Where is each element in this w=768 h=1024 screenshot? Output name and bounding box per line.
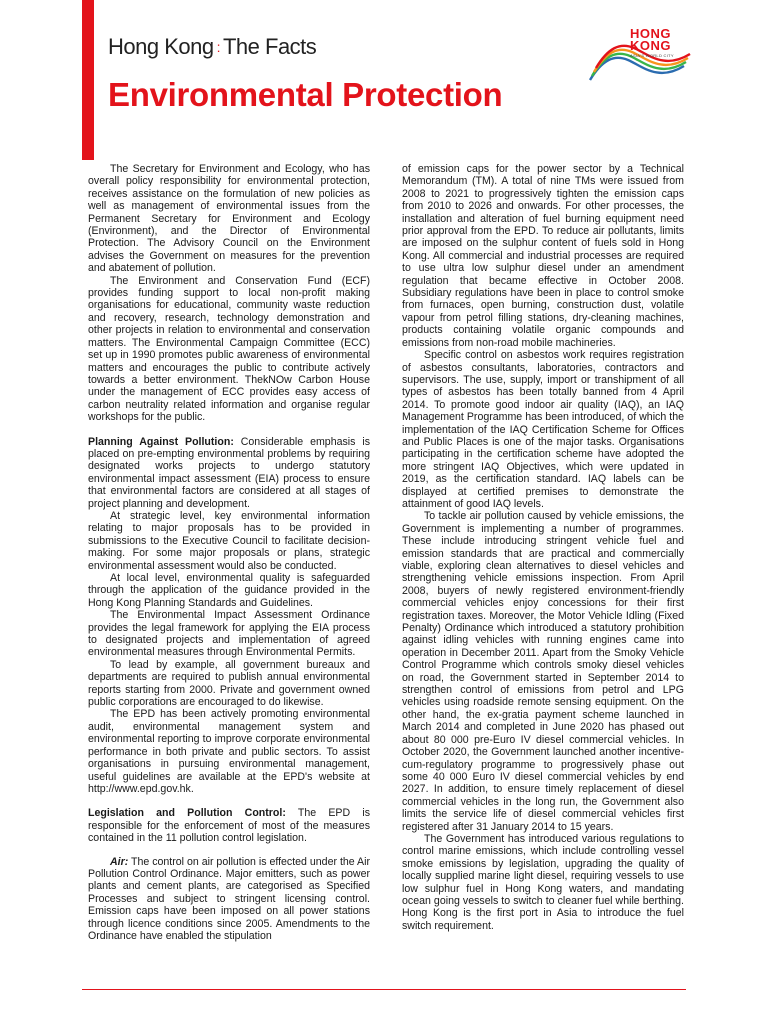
paragraph-vehicle-emissions: To tackle air pollution caused by vehicle emissions, the Government is implementing a number of programmes. These include introducing stringent vehicle fuel and emission standards that are practical and commercially viable, exploring clean alternatives to diesel vehicles and strengthening vehicle emissions inspection. From April 2008, buyers of newly registered environment-friendly commercial vehicles enjoy concessions for their first registration taxes. Moreover, the Motor Vehicle Idling (Fixed Penalty) Ordinance which introduced a statutory prohibition against idling vehicles with running engines came into operation in December 2011. Apart from the Smoky Vehicle Control Programme which controls smoky diesel vehicles on road, the Government started in September 2014 to strengthen control of emissions from petrol and LPG vehicles using roadside remote sensing equipment. On the other hand, the ex-gratia payment scheme launched in March 2014 and completed in June 2020 has phased out about 80 000 pre-Euro IV diesel commercial vehicles. In October 2020, the Government launched another incentive-cum-regulatory programme to progressively phase out some 40 000 Euro IV diesel commercial vehicles by end 2027. In addition, to ensure timely replacement of diesel commercial vehicles in the long run, the Government also limits the service life of diesel commercial vehicles first registered after 31 January 2014 to 15 years. — [402, 510, 684, 833]
logo-tagline: ASIA'S WORLD CITY — [630, 53, 674, 58]
page-title: Environmental Protection — [108, 76, 503, 113]
heading-legislation-pollution-control: Legislation and Pollution Control: — [88, 807, 286, 820]
paragraph-epd-promotion: The EPD has been actively promoting environmental audit, environmental management system and environmental reporting to improve corporate environmental performance in both private and public sectors. To assist organisations in pursuing environmental management, useful guidelines are available at the EPD's website at http://www.epd.gov.hk. — [88, 708, 370, 795]
series-separator: : — [216, 39, 220, 55]
heading-air: Air: — [110, 855, 129, 868]
brand-hong-kong-logo — [588, 20, 698, 90]
logo-text-hong: HONG — [630, 26, 671, 41]
paragraph-legislation-text: The EPD is responsible for the enforcement of most of the measures contained in the 11 pollution control legislation. — [88, 807, 370, 845]
paragraph-lead-by-example: To lead by example, all government bureaux and departments are required to publish annual environmental reports starting from 2000. Private and government owned public corporations are encouraged to do likewise. — [88, 658, 370, 709]
paragraph-air — [88, 856, 370, 943]
paragraph-secretary: The Secretary for Environment and Ecology, who has overall policy responsibility for environmental protection, receives assistance on the formulation of new policies as well as management of environmental issues from the Permanent Secretary for Environment and Ecology (Environment), and the Director of Environmental Protection. The Advisory Council on the Environment advises the Government on measures for the prevention and abatement of pollution. — [88, 163, 370, 275]
paragraph-marine-emissions: The Government has introduced various regulations to control marine emissions, which include controlling vessel smoke emissions by legislation, upgrading the quality of locally supplied marine light diesel, requiring vessels to use low sulphur fuel in Hong Kong waters, and mandating ocean going vessels to switch to cleaner fuel while berthing. Hong Kong is the first port in Asia to introduce the fuel switch requirement. — [402, 832, 684, 932]
right-column — [402, 163, 684, 932]
series-title — [108, 34, 316, 60]
paragraph-planning — [88, 436, 370, 510]
footer-divider — [82, 989, 686, 990]
paragraph-emission-caps: of emission caps for the power sector by a Technical Memorandum (TM). A total of nine TMs were issued from 2008 to 2021 to progressively tighten the emission caps from 2010 to 2026 and onwards. For other processes, the installation and alteration of fuel burning equipment need prior approval from the EPD. To reduce air pollutants, limits are imposed on the sulphur content of fuels sold in Hong Kong. All commercial and industrial processes are required to use ultra low sulphur diesel under an amendment regulation that became effective in October 2008. Subsidiary regulations have been in place to control smoke from furnaces, open burning, construction dust, volatile vapour from petrol filling stations, dry-cleaning machines, products containing volatile organic compounds and emissions from non-road mobile machineries. — [402, 163, 684, 349]
paragraph-asbestos-iaq: Specific control on asbestos work requires registration of asbestos consultants, laboratories, contractors and supervisors. The use, supply, import or transhipment of all types of asbestos has been totally banned from 4 April 2014. To promote good indoor air quality (IAQ), an IAQ Management Programme has been introduced, of which the implementation of the IAQ Certification Scheme for Offices and Public Places is one of the major tasks. Organisations participating in the certification scheme have adopted the more stringent IAQ Objectives, which were updated in 2019, as the certification standard. IAQ labels can be displayed at certified premises to demonstrate the attainment of good IAQ levels. — [402, 349, 684, 510]
paragraph-planning-text: Considerable emphasis is placed on pre-empting environmental problems by requiring designated works projects to undergo statutory environmental impact assessment (EIA) process to ensure that environmental factors are considered at all stages of project planning and development. — [88, 435, 370, 510]
left-column — [88, 163, 370, 942]
series-name-hong-kong: Hong Kong — [108, 34, 214, 59]
logo-text-kong: KONG — [630, 38, 671, 53]
paragraph-legislation — [88, 807, 370, 844]
paragraph-air-text: The control on air pollution is effected under the Air Pollution Control Ordinance. Major emitters, such as power plants and cement plants, are categorised as Specified Processes and subject to stringent licensing control. Emission caps have been imposed on all power stations through licence conditions since 2005. Amendments to the Ordinance have enabled the stipulation — [88, 855, 370, 942]
series-name-the-facts: The Facts — [222, 34, 317, 59]
heading-planning-against-pollution: Planning Against Pollution: — [88, 435, 234, 448]
red-side-bar — [82, 0, 94, 160]
paragraph-eia-ordinance: The Environmental Impact Assessment Ordinance provides the legal framework for applying the EIA process to designated projects and implementation of agreed environmental measures through Environmental Permits. — [88, 609, 370, 659]
paragraph-ecf: The Environment and Conservation Fund (ECF) provides funding support to local non-profit making organisations for educational, community waste reduction and recovery, research, technology demonstration and other projects in relation to environmental and conservation matters. The Environmental Campaign Committee (ECC) set up in 1990 promotes public awareness of environmental matters and encourages the public to contribute actively towards a better environment. ThekNOw Carbon House under the management of ECC provides easy access of carbon neutrality related information and organise regular workshops for the public. — [88, 274, 370, 424]
paragraph-strategic: At strategic level, key environmental information relating to major proposals has to be provided in submissions to the Executive Council to facilitate decision-making. For some major proposals or plans, strategic environmental assessment would also be conducted. — [88, 509, 370, 572]
paragraph-local: At local level, environmental quality is safeguarded through the application of the guidance provided in the Hong Kong Planning Standards and Guidelines. — [88, 572, 370, 609]
